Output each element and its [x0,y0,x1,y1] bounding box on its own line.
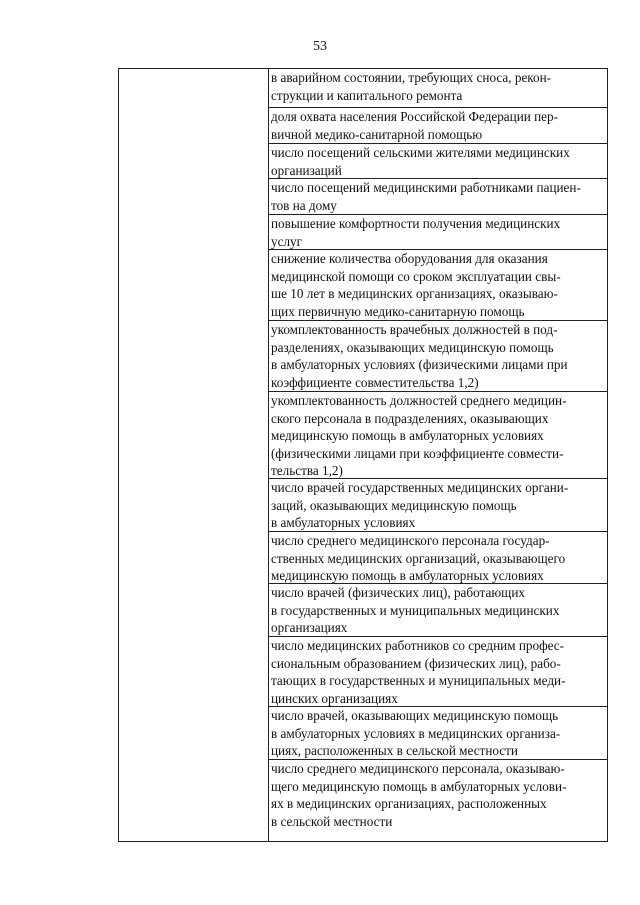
row-text-line: организаций [271,162,342,178]
row-text-line: цинских организациях [271,690,398,706]
table-row [269,707,607,760]
row-text-line: разделениях, оказывающих медицинскую помощь [271,339,554,355]
row-text-line: заций, оказывающих медицинскую помощь [271,497,517,513]
table-row [269,532,607,584]
row-text-line: (физическими лицами при коэффициенте совмести- [271,445,564,461]
row-text-line: вичной медико-санитарной помощью [271,126,483,142]
row-text-line: ственных медицинских организаций, оказывающего [271,550,566,566]
row-text-line: в государственных и муниципальных медицинских [271,602,560,618]
table-left-column [119,69,269,841]
row-text-line: число среднего медицинского персонала, оказываю- [271,761,565,776]
row-text-line: в сельской местности [271,813,393,828]
row-text-line: снижение количества оборудования для оказания [271,251,548,266]
row-text-line: сиональным образованием (физических лиц), рабо- [271,655,561,671]
row-text-line: ского персонала в подразделениях, оказывающих [271,410,549,426]
table-row [269,479,607,532]
row-text-line: число посещений медицинскими работниками пациен- [271,180,581,195]
row-text-line: медицинскую помощь в амбулаторных условиях [271,428,544,444]
row-text-line: циях, расположенных в сельской местности [271,743,518,759]
row-text-line: тельства 1,2) [271,463,343,479]
row-text-line: тов на дому [271,197,337,213]
table-row [269,215,607,250]
page-number: 53 [313,39,327,54]
row-text-line: число врачей, оказывающих медицинскую помощь [271,708,559,723]
row-text-line: ях в медицинских организациях, расположенных [271,796,547,812]
row-text-line: число врачей (физических лиц), работающих [271,585,525,600]
row-text-line: услуг [271,233,303,249]
table-right-column [269,69,607,841]
row-text-line: щих первичную медико-санитарную помощь [271,303,525,319]
row-text-line: щего медицинскую помощь в амбулаторных услови- [271,778,567,794]
row-text-line: в амбулаторных условиях [271,515,416,531]
table-row [269,392,607,479]
row-text-line: в амбулаторных условиях в медицинских организа- [271,725,561,741]
row-text-line: медицинской помощи со сроком эксплуатации свы- [271,268,561,284]
row-text-line: число среднего медицинского персонала государ- [271,533,550,548]
table-row [269,69,607,108]
row-text-line: струкции и капитального ремонта [271,87,463,103]
table-row [269,321,607,392]
row-text-line: доля охвата населения Российской Федерации пер- [271,109,559,124]
table-row [269,584,607,637]
row-text-line: повышение комфортности получения медицинских [271,216,561,231]
row-text-line: организациях [271,620,348,636]
row-text-line: медицинскую помощь в амбулаторных условиях [271,568,544,584]
table-row [269,179,607,215]
table-row [269,108,607,144]
row-text-line: укомплектованность врачебных должностей в под- [271,322,558,337]
row-text-line: число медицинских работников со средним профес- [271,638,565,653]
row-text-line: в аварийном состоянии, требующих сноса, рекон- [271,70,552,85]
table-row [269,760,607,828]
row-text-line: коэффициенте совместительства 1,2) [271,374,479,390]
row-text-line: число врачей государственных медицинских органи- [271,480,569,495]
table-row [269,250,607,321]
row-text-line: ше 10 лет в медицинских организациях, оказываю- [271,286,558,302]
row-text-line: укомплектованность должностей среднего медицин- [271,393,567,408]
table-row [269,637,607,707]
indicator-table [118,68,608,842]
table-row [269,144,607,179]
row-text-line: тающих в государственных и муниципальных меди- [271,673,566,689]
row-text-line: в амбулаторных условиях (физическими лицами при [271,357,568,373]
row-text-line: число посещений сельскими жителями медицинских [271,145,570,160]
